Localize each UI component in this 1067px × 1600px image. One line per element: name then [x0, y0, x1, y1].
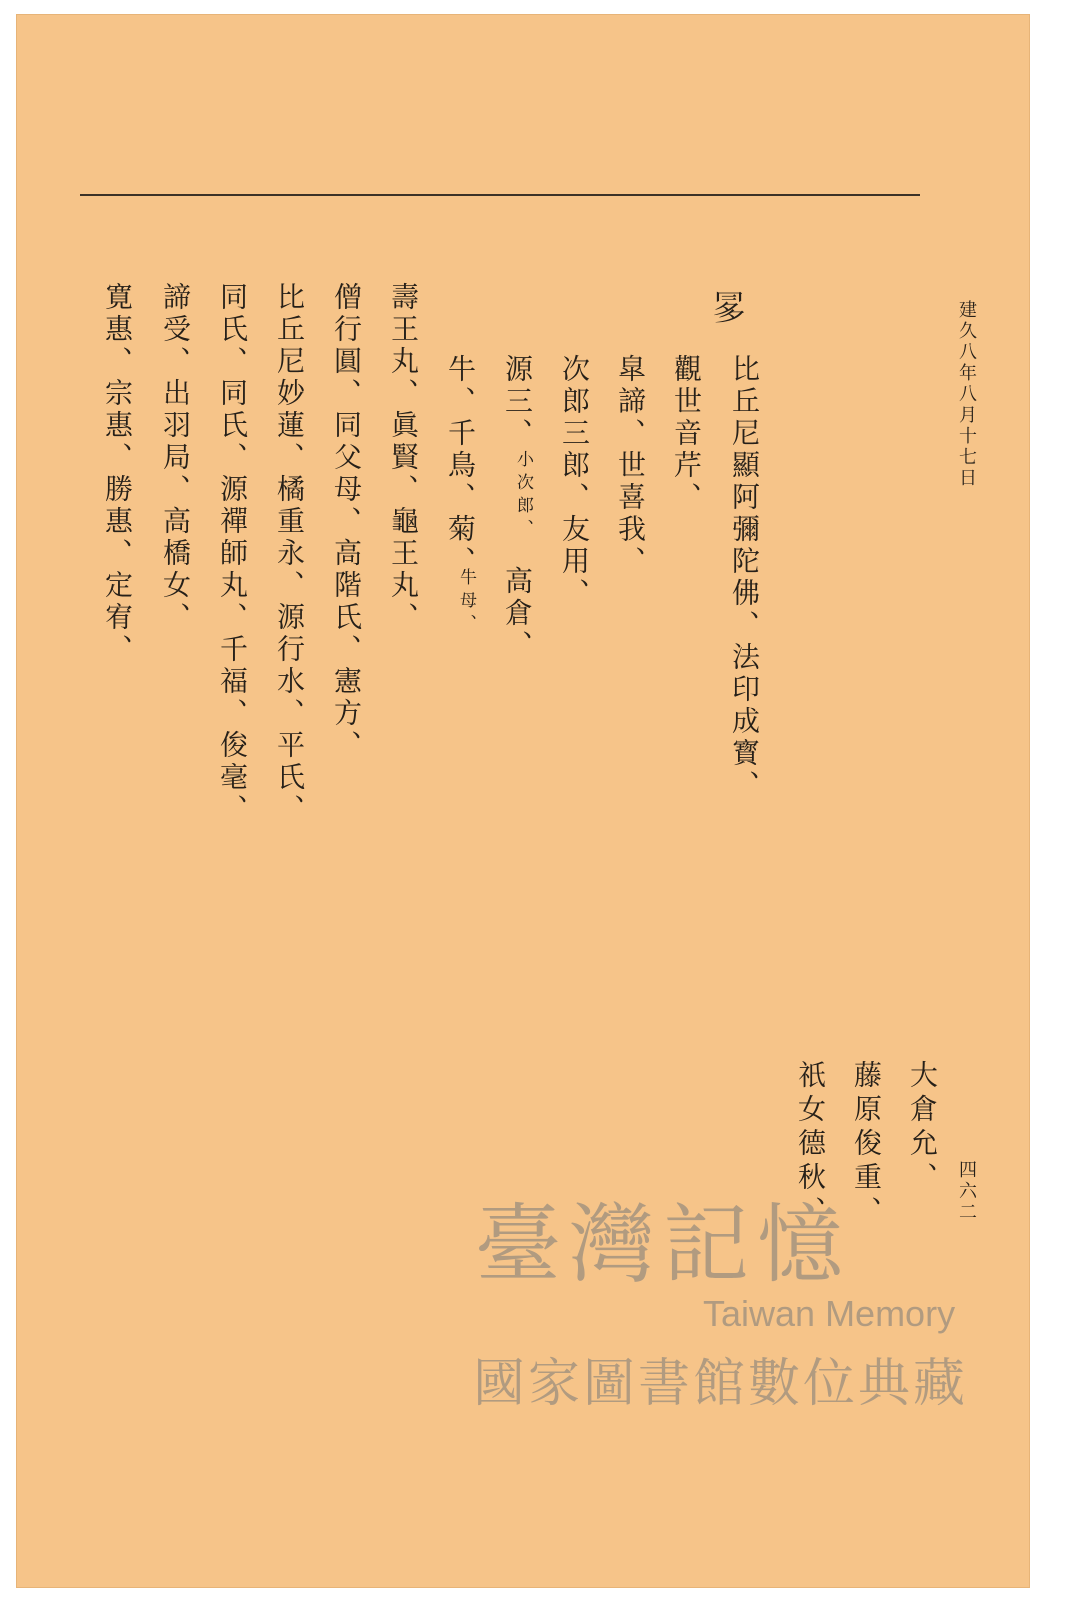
text-column-12: 寛惠、宗惠、勝惠、定宥、 [101, 282, 134, 666]
text-column-9: 比丘尼妙蓮、橘重永、源行水、平氏、 [273, 282, 306, 826]
text-column-7: 壽王丸、眞賢、龜王丸、 [387, 282, 420, 634]
watermark-cjk-logo: 臺灣記憶 [475, 1195, 851, 1295]
text-column-10: 同氏、同氏、源禪師丸、千福、俊毫、 [216, 282, 249, 826]
text-column-5b: 高倉、 [501, 566, 534, 662]
horizontal-rule [80, 194, 920, 196]
page-number: 四六二 [956, 1160, 977, 1223]
text-column-3: 皐諦、世喜我、 [614, 354, 647, 578]
text-column-8: 僧行圓、同父母、高階氏、憲方、 [330, 282, 363, 762]
header-date: 建久八年八月十七日 [956, 300, 977, 489]
text-column-4: 次郎三郎、友用、 [558, 354, 591, 610]
text-column-5: 源三、 [501, 354, 534, 450]
lower-column-1: 大倉允、 [906, 1060, 939, 1196]
watermark-library: 國家圖書館數位典藏 [473, 1354, 969, 1414]
text-column-2: 觀世音芹、 [670, 354, 703, 514]
small-note-kojiro: 小次郎、 [513, 450, 533, 542]
watermark [455, 1175, 975, 1445]
lower-column-3: 祇女德秋、 [794, 1060, 827, 1230]
text-column-1: 比丘尼顯阿彌陀佛、法印成寳、 [728, 354, 761, 802]
lower-column-2: 藤原俊重、 [850, 1060, 883, 1230]
text-column-11: 諦受、出羽局、高橋女、 [159, 282, 192, 634]
small-note-ushihaha: 牛母、 [456, 568, 476, 637]
text-column-6: 牛、千鳥、菊、 [444, 354, 477, 578]
watermark-english: Taiwan Memory [703, 1293, 956, 1334]
sanskrit-seed-mark: 𠕝 [712, 289, 746, 329]
